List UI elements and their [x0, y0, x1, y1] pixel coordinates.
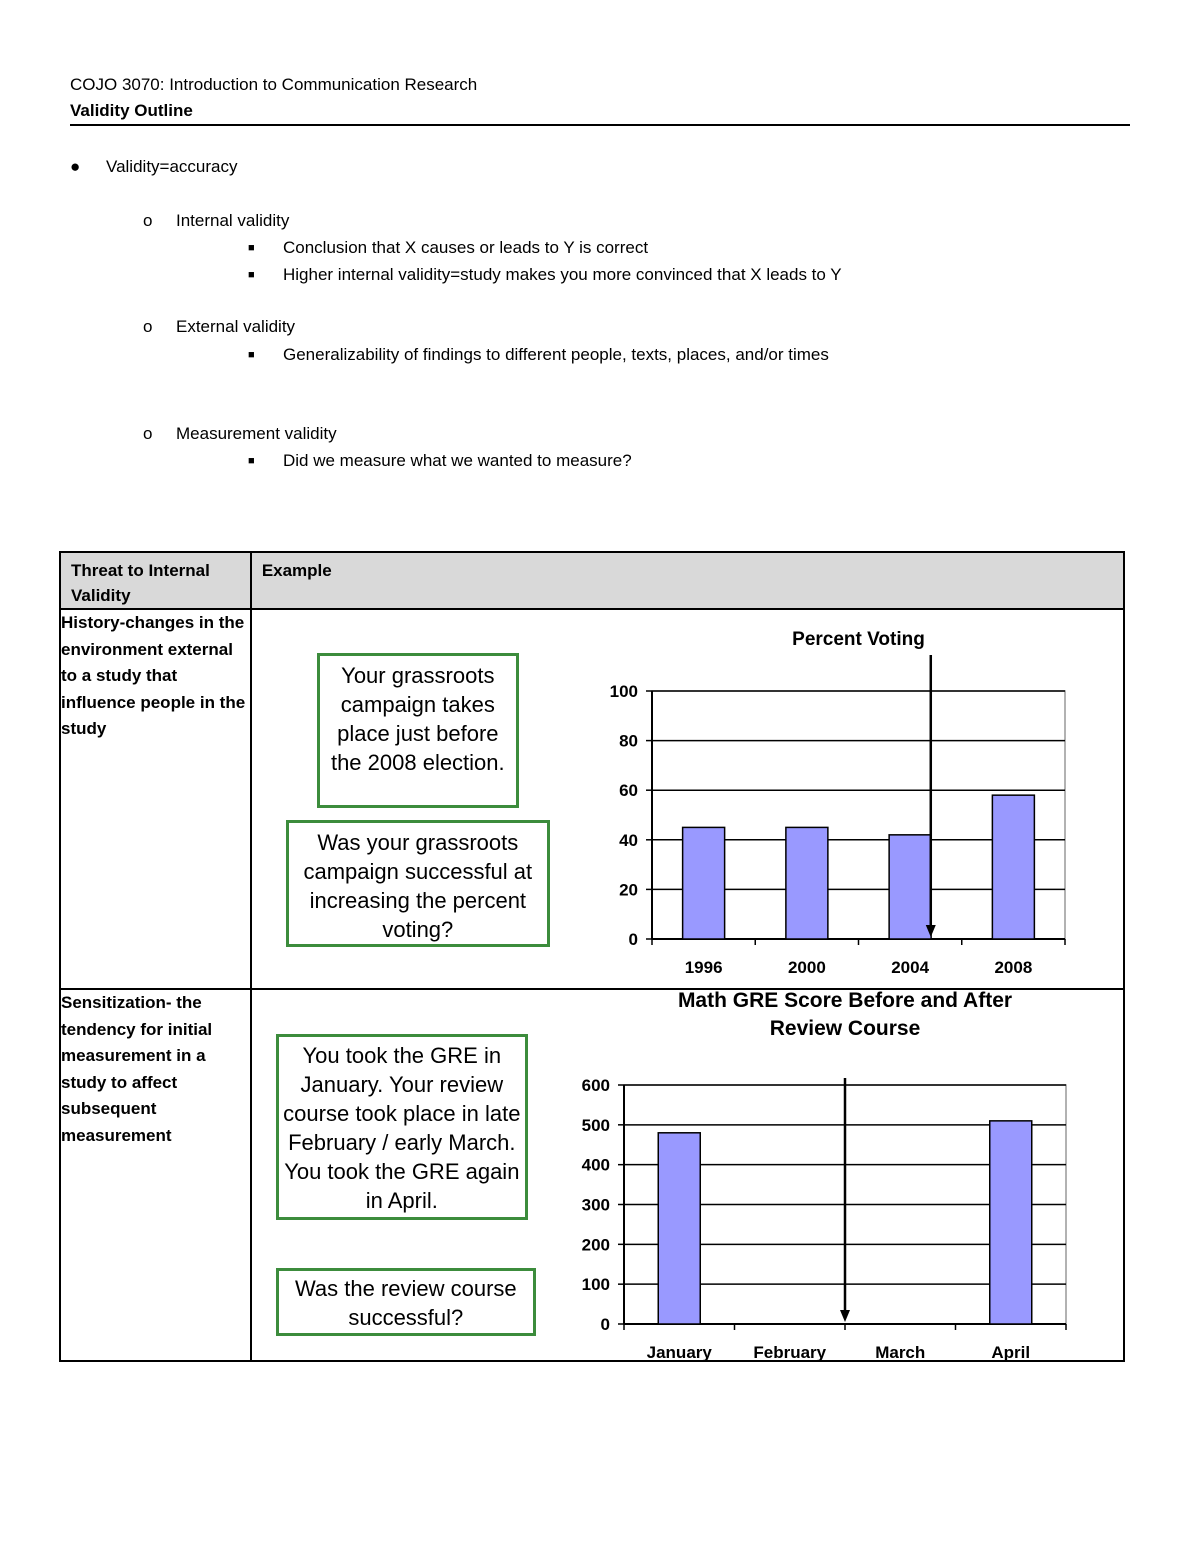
y-tick-label: 0 — [600, 1315, 610, 1334]
callout-gre-timeline: You took the GRE in January. Your review course took place in late February / early March. You took the GRE again in April. — [276, 1034, 528, 1220]
x-tick-label: 2004 — [891, 958, 929, 977]
bar — [658, 1133, 700, 1324]
main-bullet-text: Validity=accuracy — [106, 157, 238, 176]
square-bullet: ■ — [248, 242, 255, 254]
bar — [786, 827, 828, 939]
x-tick-label: April — [991, 1343, 1030, 1360]
threats-table — [59, 551, 1125, 1362]
header-rule — [70, 124, 1130, 126]
y-tick-label: 400 — [581, 1155, 610, 1175]
document-header — [70, 74, 1130, 122]
callout-campaign-question: Was your grassroots campaign successful at increasing the percent voting? — [286, 820, 550, 947]
square-bullet: ■ — [248, 455, 255, 467]
bar — [889, 835, 931, 939]
table-row — [60, 989, 1124, 1361]
measurement-validity-heading: Measurement validity — [176, 424, 337, 443]
y-tick-label: 80 — [618, 731, 638, 751]
measurement-validity-point: Did we measure what we wanted to measure? — [283, 451, 632, 470]
threat-sensitization: Sensitization- the tendency for initial measurement in a study to affect subsequent measurement — [60, 989, 251, 1361]
sub-bullet-marker: o — [143, 424, 153, 443]
gre-score-chart — [552, 990, 1122, 1360]
external-validity-heading: External validity — [176, 317, 296, 336]
x-tick-label: February — [753, 1343, 826, 1360]
example-column-header: Example — [251, 552, 1124, 609]
square-bullet: ■ — [248, 349, 255, 361]
x-tick-label: 1996 — [684, 958, 723, 977]
bar — [992, 795, 1034, 939]
threat-column-header: Threat to Internal Validity — [60, 552, 251, 609]
bullet-dot: ● — [70, 157, 81, 176]
sub-bullet-marker: o — [143, 211, 153, 230]
y-tick-label: 60 — [618, 781, 638, 801]
internal-validity-heading: Internal validity — [176, 211, 290, 230]
chart-title: Math GRE Score Before and After — [677, 990, 1012, 1012]
y-tick-label: 0 — [628, 930, 638, 949]
callout-review-question: Was the review course successful? — [276, 1268, 536, 1336]
x-tick-label: March — [875, 1343, 926, 1360]
chart-title: Review Course — [769, 1017, 921, 1040]
table-header-row — [60, 552, 1124, 609]
course-title: COJO 3070: Introduction to Communication Research — [70, 75, 478, 94]
y-tick-label: 20 — [618, 880, 638, 900]
y-tick-label: 500 — [581, 1115, 610, 1135]
document-subtitle: Validity Outline — [70, 101, 193, 120]
y-tick-label: 100 — [609, 682, 638, 701]
y-tick-label: 200 — [581, 1235, 610, 1255]
y-tick-label: 600 — [581, 1076, 610, 1095]
example-history — [251, 609, 1124, 989]
bar — [990, 1121, 1032, 1324]
internal-validity-point: Conclusion that X causes or leads to Y is correct — [283, 238, 649, 257]
x-tick-label: 2000 — [787, 958, 826, 977]
sub-bullet-marker: o — [143, 317, 153, 336]
y-tick-label: 40 — [618, 830, 638, 850]
y-tick-label: 100 — [581, 1275, 610, 1295]
percent-voting-chart — [582, 615, 1082, 985]
internal-validity-point: Higher internal validity=study makes you more convinced that X leads to Y — [283, 265, 842, 284]
bar — [682, 827, 724, 939]
table-row — [60, 609, 1124, 989]
x-tick-label: January — [646, 1343, 712, 1360]
x-tick-label: 2008 — [994, 958, 1033, 977]
square-bullet: ■ — [248, 269, 255, 281]
threat-history: History-changes in the environment external to a study that influence people in the study — [60, 609, 251, 989]
example-sensitization — [251, 989, 1124, 1361]
y-tick-label: 300 — [581, 1195, 610, 1215]
chart-title: Percent Voting — [791, 629, 925, 650]
callout-campaign-timing: Your grassroots campaign takes place just before the 2008 election. — [317, 653, 519, 808]
external-validity-point: Generalizability of findings to different people, texts, places, and/or times — [283, 345, 829, 364]
